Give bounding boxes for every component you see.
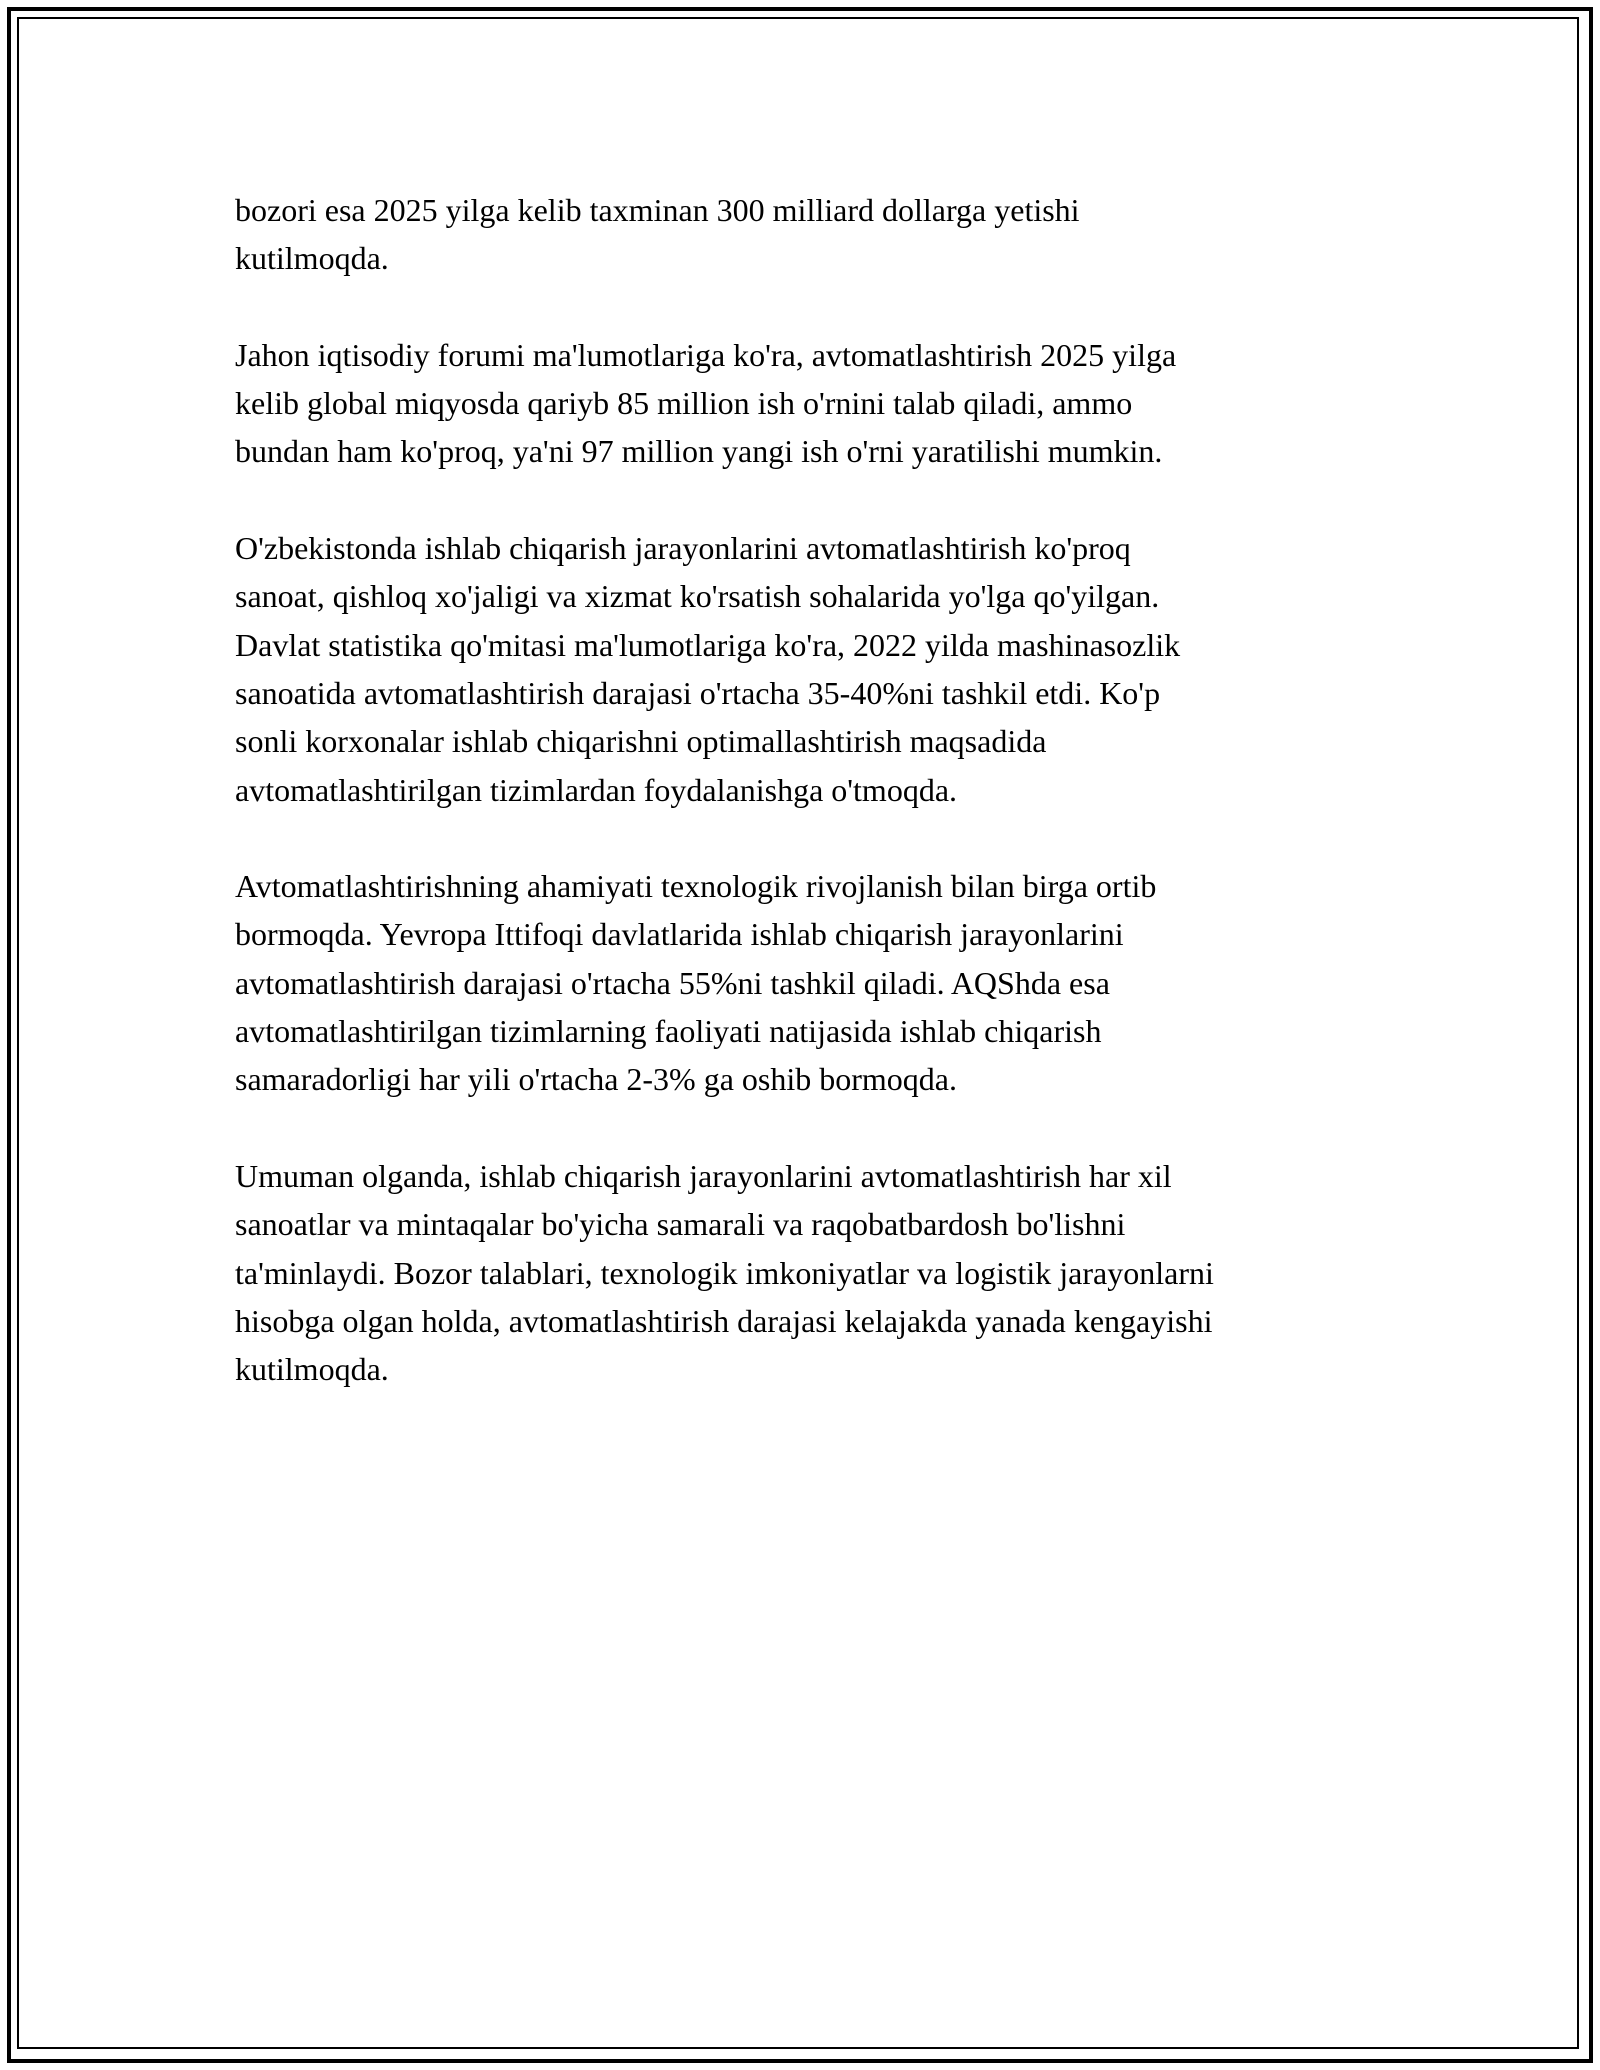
text-line: hisobga olgan holda, avtomatlashtirish darajasi kelajakda yanada kengayishi: [235, 1302, 1213, 1339]
paragraph-4: [235, 862, 1395, 1103]
text-line: Jahon iqtisodiy forumi ma'lumotlariga ko'ra, avtomatlashtirish 2025 yilga: [235, 336, 1177, 373]
text-line: sanoatida avtomatlashtirish darajasi o'rtacha 35-40%ni tashkil etdi. Ko'p: [235, 674, 1161, 711]
text-line: Davlat statistika qo'mitasi ma'lumotlariga ko'ra, 2022 yilda mashinasozlik: [235, 626, 1181, 663]
text-line: bundan ham ko'proq, ya'ni 97 million yangi ish o'rni yaratilishi mumkin.: [235, 433, 1163, 470]
text-line: kutilmoqda.: [235, 240, 389, 277]
text-line: sanoatlar va mintaqalar bo'yicha samarali va raqobatbardosh bo'lishni: [235, 1206, 1126, 1243]
document-body: [235, 186, 1395, 1442]
text-line: O'zbekistonda ishlab chiqarish jarayonlarini avtomatlashtirish ko'proq: [235, 530, 1131, 567]
text-line: ta'minlaydi. Bozor talablari, texnologik imkoniyatlar va logistik jarayonlarni: [235, 1254, 1214, 1291]
text-line: Avtomatlashtirishning ahamiyati texnologik rivojlanish bilan birga ortib: [235, 868, 1157, 905]
text-line: samaradorligi har yili o'rtacha 2-3% ga oshib bormoqda.: [235, 1061, 957, 1098]
text-line: sanoat, qishloq xo'jaligi va xizmat ko'rsatish sohalarida yo'lga qo'yilgan.: [235, 578, 1160, 615]
text-line: bormoqda. Yevropa Ittifoqi davlatlarida ishlab chiqarish jarayonlarini: [235, 916, 1124, 953]
text-line: avtomatlashtirish darajasi o'rtacha 55%ni tashkil qiladi. AQShda esa: [235, 964, 1110, 1001]
text-line: kelib global miqyosda qariyb 85 million ish o'rnini talab qiladi, ammo: [235, 385, 1133, 422]
paragraph-2: [235, 331, 1395, 476]
text-line: avtomatlashtirilgan tizimlardan foydalanishga o'tmoqda.: [235, 771, 958, 808]
text-line: avtomatlashtirilgan tizimlarning faoliyati natijasida ishlab chiqarish: [235, 1013, 1102, 1050]
text-line: Umuman olganda, ishlab chiqarish jarayonlarini avtomatlashtirish har xil: [235, 1157, 1172, 1194]
text-line: bozori esa 2025 yilga kelib taxminan 300 milliard dollarga yetishi: [235, 192, 1080, 228]
paragraph-1: [235, 186, 1395, 283]
paragraph-5: [235, 1152, 1395, 1393]
paragraph-3: [235, 524, 1395, 814]
text-line: sonli korxonalar ishlab chiqarishni optimallashtirish maqsadida: [235, 723, 1047, 760]
text-line: kutilmoqda.: [235, 1351, 389, 1388]
